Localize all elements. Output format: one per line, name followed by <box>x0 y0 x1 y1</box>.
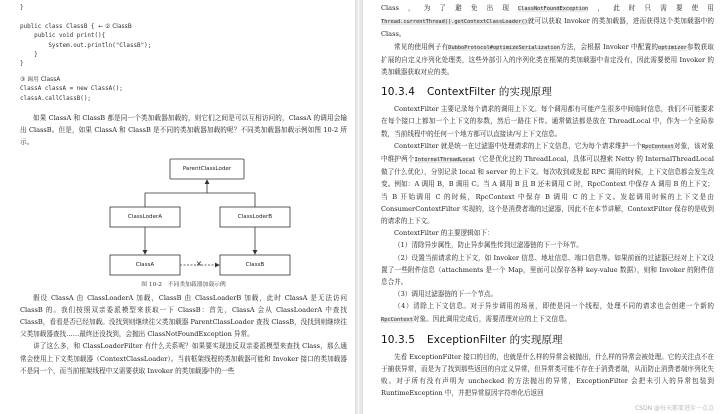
section-heading-contextfilter: 10.3.4 ContextFilter 的实现原理 <box>381 86 552 99</box>
paragraph-intro: 如果 ClassA 和 ClassB 都是同一个类加载器加载的，则它们之间是可以互相访问的，ClassA 的调用会输出 ClassB。但是，如果 ClassA 和 ClassB 是不同的类加载器加载的呢？不同类加载器加载示例如图 10-2 所示。 <box>20 114 347 147</box>
label-parent-loader: ParentClassLoder <box>182 165 232 172</box>
left-page <box>0 0 355 414</box>
code-block-classb <box>20 4 347 70</box>
inline-code-context-classloader: Thread.currentThread().getContextClassLoader() <box>381 19 528 26</box>
inline-code-internal-threadlocal: InternalThreadLocal <box>414 157 476 164</box>
classloader-diagram <box>90 151 310 281</box>
inline-code-optimizer: optimizer <box>658 44 687 51</box>
paragraph-contextfilter-purpose: ContextFilter 主要记录每个请求的调用上下文。每个调用都有可能产生很多中间临时信息，我们不可能要求在每个接口上都加一个上下文的参数，然后一路往下传。通常做法都是放在 ThreadLocal 中，作为一个全局参数，当前线程中的任何一个地方都可以直接读/写上下文信息。 <box>381 105 714 138</box>
inline-code-rpccontext-2: RpcContext <box>381 316 413 323</box>
step-1: （1）清除异步属性，防止异步属性传到过滤器链的下一个环节。 <box>394 241 583 250</box>
label-class-b: ClassB <box>245 261 265 268</box>
label-class-a: ClassA <box>135 261 155 268</box>
paragraph-exceptionfilter: 先看 ExceptionFilter 接口的目的，也就是什么样的异常会被抛出，什么样的异常会被处理。它的关注点不在于捕获异常，而是为了找到那些返回的自定义异常，但异常类可能不存在于消费者端，从而防止消费者端序列化失败。对于所有没有声明为 unchecked 的方法抛出的异常，ExceptionFilter 会把未引入的异常包装到 RuntimeException 中，并把异常原因字符串化后返回 <box>381 352 714 398</box>
watermark: CSDN @每天都要进步一点点 <box>634 405 714 412</box>
step-2: （2）设置当前请求的上下文，如 Invoker 信息、地址信息、端口信息等。如果前面的过滤器已经对上下文设置了一些附件信息（attachments 是一个 Map，里面可以保存各种 key-value 数据），则和 Invoker 的附件信息合并。 <box>381 253 714 287</box>
right-page <box>363 0 720 414</box>
paragraph-logic-intro: ContextFilter 的主要逻辑如下： <box>394 229 494 238</box>
paragraph-continued: Class，为了避免出现ClassNotFoundException，此时只需要使用Thread.currentThread().getContextClassLoader()就可以获取 Invoker 的类加载器，进而获得这个类加载器中的 Class。 <box>381 4 714 39</box>
label-loader-b: ClassLoderB <box>237 213 273 220</box>
code-annotation: ← ② ClassB <box>94 23 132 30</box>
paragraph-classloader-explanation: 假设 ClassA 由 ClassLoaderA 加载，ClassB 由 ClassLoaderB 加载，此时 ClassA 是无法访问 ClassB 的。我们按照双亲委派模型来获取一下 ClassB：首先，ClassA 会从 ClassLoaderA 中查找 ClassB，看看是否已经加载。没找到则继续往父类加载器 ParentClassLoader 查找 ClassB，没找到则继续往父类加载器查找……最终还没找到，会抛出 ClassNotFoundException 异常。 <box>20 293 347 339</box>
step-4: （4）清除上下文信息。对于异步调用的场景，即使是同一个线程，处理不同的请求也会创建一个新的RpcContext对象。因此调用完成后，需要清理对应的上下文信息。 <box>381 302 714 323</box>
figure-caption: 图 10-2 不同类加载器加载示例 <box>141 281 226 288</box>
cross-mark: × <box>195 258 203 268</box>
paragraph-rpccontext: ContextFilter 就是统一在过滤器中处理请求的上下文信息，它为每个请求维护一个RpcContext对象，该对象中维护两个InternalThreadLocal（它是优化过的 ThreadLocal，具体可以搜索 Netty 的 InternalThreadLocal 做了什么优化），分别记录 local 和 server 的上下文。每次收到或发起 RPC 调用的时候，上下文信息都会发生改变。例如：A 调用 B，B 调用 C。当 A 调用 B 且 B 还未调用 C 时，RpcContext 中保存 A 调用 B 的上下文；当 B 开始调用 C 的时候，RpcContext 中保存 B 调用 C 的上下文。发起调用时候的上下文是由 ConsumerContextFilter 实现的，这个是消费者端的过滤器，因此不在本节讲解，ContextFilter 保存的是收到的请求的上下文。 <box>381 141 715 226</box>
inline-code-rpccontext: RpcContext <box>641 143 674 150</box>
code-call-body: ClassA classA = new ClassA(); classA.callClassB(); <box>20 86 123 102</box>
code-classb-header: } public class ClassB { <box>20 5 95 30</box>
code-classb-body: public void print(){ System.out.println("ClassB"); } } <box>20 33 152 68</box>
paragraph-context-classloader: 讲了这么多，和 ClassLoaderFilter 有什么关系呢？如果要实现违反双亲委派模型来查找 Class，那么通常会使用上下文类加载器（ContextClassLoader）。当前框架线程的类加载器可能和 Invoker 接口的类加载器不是同一个，而当前框架线程中又需要获取 Invoker 的类加载器中的一些 <box>20 342 347 375</box>
code-step-label: ③ 调用 ClassA <box>20 76 61 83</box>
section-heading-exceptionfilter: 10.3.5 ExceptionFilter 的实现原理 <box>381 333 563 346</box>
paragraph-example: 常见的使用例子有DubboProtocol#optimizeSerialization方法，会根据 Invoker 中配置的optimizer参数获取扩展的自定义序列化处理类，这些外部引入的序列化类在框架的类加载器中肯定没有，因此需要使用 Invoker 的类加载器获取对应的类。 <box>381 42 715 77</box>
label-loader-a: ClassLoderA <box>127 213 163 220</box>
code-block-call <box>20 76 347 104</box>
inline-code-optimize: DubboProtocol#optimizeSerialization <box>448 44 560 51</box>
inline-code-exception: ClassNotFoundException <box>518 6 589 12</box>
step-3: （3）调用过滤器链的下一个节点。 <box>394 290 498 299</box>
page-gutter <box>355 0 363 414</box>
